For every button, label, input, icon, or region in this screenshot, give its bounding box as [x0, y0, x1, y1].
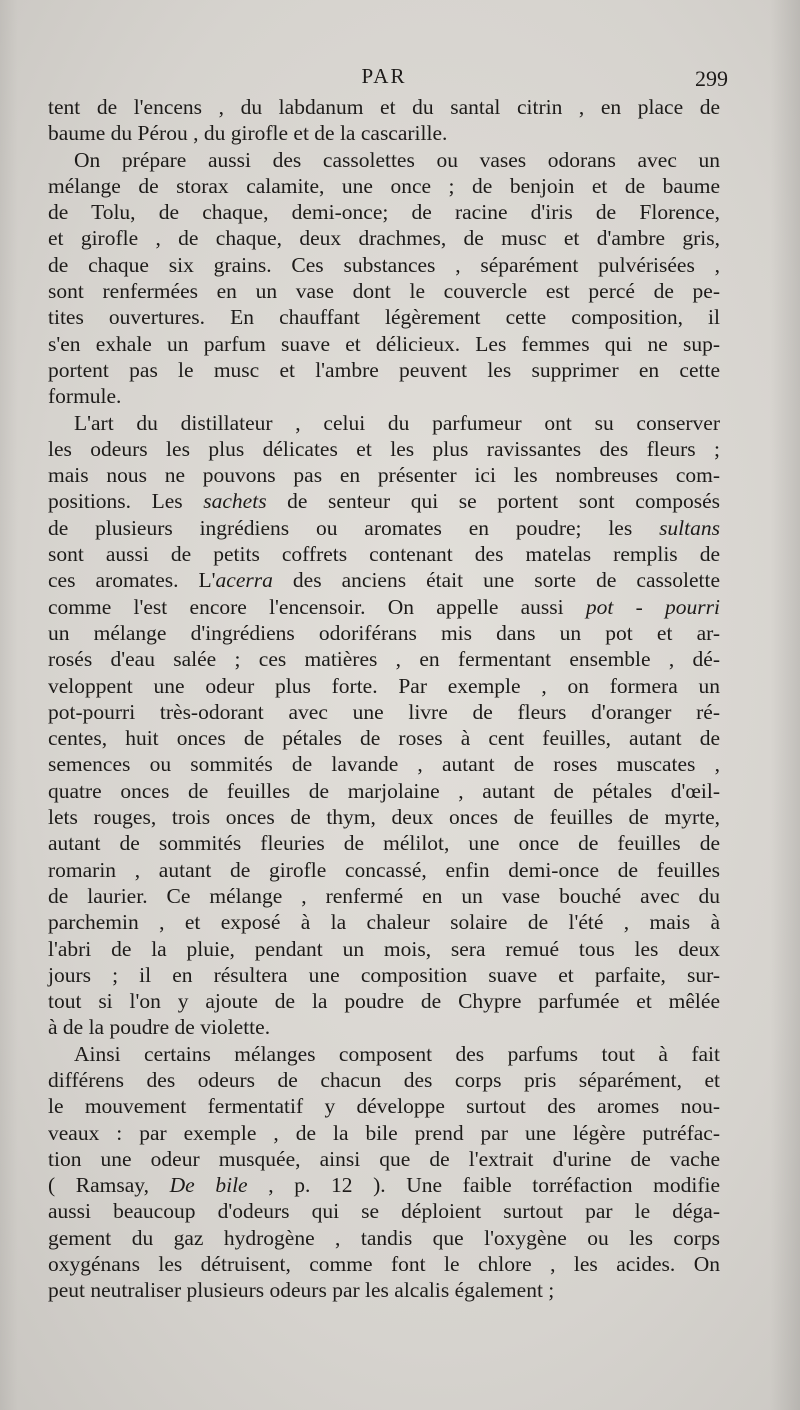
italic-term: pot - pourri [585, 594, 720, 619]
text-line [48, 488, 720, 514]
text-line: gement du gaz hydrogène , tandis que l'oxygène ou les corps [48, 1225, 720, 1250]
page-gutter-shadow [0, 0, 18, 1410]
running-header [48, 64, 728, 94]
text-line [48, 1172, 720, 1198]
text-line: mais nous ne pouvons pas en présenter ici les nombreuses com- [48, 463, 720, 488]
text-line: à de la poudre de violette. [48, 1015, 271, 1040]
text-line: veloppent une odeur plus forte. Par exemple , on formera un [48, 673, 720, 698]
text-line: pot-pourri très-odorant avec une livre de fleurs d'oranger ré- [48, 699, 720, 724]
text-line: semences ou sommités de lavande , autant de roses muscates , [48, 752, 720, 777]
text-line: le mouvement fermentatif y développe surtout des aromes nou- [48, 1094, 720, 1119]
text-run: ces aromates. L' [48, 568, 216, 593]
text-line: les odeurs les plus délicates et les plus ravissantes des fleurs ; [48, 436, 720, 461]
book-page [48, 64, 728, 1304]
italic-term: sachets [203, 489, 267, 514]
text-run: de plusieurs ingrédiens ou aromates en poudre; les [48, 515, 660, 540]
text-line: l'abri de la pluie, pendant un mois, sera remué tous les deux [48, 936, 720, 961]
text-run: ( Ramsay, [48, 1173, 170, 1198]
text-line: tion une odeur musquée, ainsi que de l'extrait d'urine de vache [48, 1146, 720, 1171]
text-run: comme l'est encore l'encensoir. On appelle aussi [48, 594, 586, 619]
text-line: autant de sommités fleuries de mélilot, une once de feuilles de [48, 831, 720, 856]
text-line: différens des odeurs de chacun des corps pris séparément, et [48, 1067, 720, 1092]
text-line: rosés d'eau salée ; ces matières , en fermentant ensemble , dé- [48, 647, 720, 672]
text-line: de chaque six grains. Ces substances , séparément pulvérisées , [48, 252, 720, 277]
text-line: un mélange d'ingrédiens odoriférans mis dans un pot et ar- [48, 620, 720, 645]
text-line: L'art du distillateur , celui du parfumeur ont su conserver [74, 410, 720, 435]
text-line: sont aussi de petits coffrets contenant des matelas remplis de [48, 542, 720, 567]
body-text [48, 94, 720, 1304]
italic-term: De bile [169, 1173, 248, 1198]
text-line: parchemin , et exposé à la chaleur solaire de l'été , mais à [48, 910, 720, 935]
text-run: positions. Les [48, 489, 204, 514]
text-line: peut neutraliser plusieurs odeurs par les alcalis également ; [48, 1278, 555, 1303]
text-line: centes, huit onces de pétales de roses à cent feuilles, autant de [48, 726, 720, 751]
running-title: PAR [361, 64, 407, 88]
text-line [48, 567, 720, 593]
text-line: s'en exhale un parfum suave et délicieux. Les femmes qui ne sup- [48, 331, 720, 356]
page-edge-shadow [770, 0, 800, 1410]
text-line: lets rouges, trois onces de thym, deux onces de feuilles de myrte, [48, 805, 720, 830]
text-line: tout si l'on y ajoute de la poudre de Chypre parfumée et mêlée [48, 989, 720, 1014]
text-run: des anciens était une sorte de cassolette [272, 568, 721, 593]
text-run: , p. 12 ). Une faible torréfaction modifie [247, 1173, 721, 1198]
text-line [48, 515, 720, 541]
text-line: Ainsi certains mélanges composent des parfums tout à fait [74, 1041, 720, 1066]
text-line: portent pas le musc et l'ambre peuvent les supprimer en cette [48, 357, 720, 382]
text-line: de Tolu, de chaque, demi-once; de racine d'iris de Florence, [48, 200, 720, 225]
text-line: formule. [48, 384, 122, 409]
text-line: tites ouvertures. En chauffant légèrement cette composition, il [48, 305, 720, 330]
italic-term: acerra [215, 568, 273, 593]
text-line: On prépare aussi des cassolettes ou vases odorans avec un [74, 147, 720, 172]
text-line: aussi beaucoup d'odeurs qui se déploient surtout par le déga- [48, 1199, 720, 1224]
text-line [48, 594, 720, 620]
text-line: baume du Pérou , du girofle et de la cascarille. [48, 121, 448, 146]
text-line: et girofle , de chaque, deux drachmes, de musc et d'ambre gris, [48, 226, 720, 251]
text-line: sont renfermées en un vase dont le couvercle est percé de pe- [48, 279, 720, 304]
italic-term: sultans [659, 515, 720, 540]
text-line: quatre onces de feuilles de marjolaine , autant de pétales d'œil- [48, 778, 720, 803]
text-run: de senteur qui se portent sont composés [266, 489, 721, 514]
text-line: veaux : par exemple , de la bile prend par une légère putréfac- [48, 1120, 720, 1145]
text-line: mélange de storax calamite, une once ; de benjoin et de baume [48, 173, 720, 198]
text-line: de laurier. Ce mélange , renfermé en un vase bouché avec du [48, 883, 720, 908]
text-line: oxygénans les détruisent, comme font le chlore , les acides. On [48, 1252, 720, 1277]
text-line: jours ; il en résultera une composition suave et parfaite, sur- [48, 962, 720, 987]
text-line: tent de l'encens , du labdanum et du santal citrin , en place de [48, 95, 720, 119]
page-number: 299 [695, 66, 728, 91]
text-line: romarin , autant de girofle concassé, enfin demi-once de feuilles [48, 857, 720, 882]
